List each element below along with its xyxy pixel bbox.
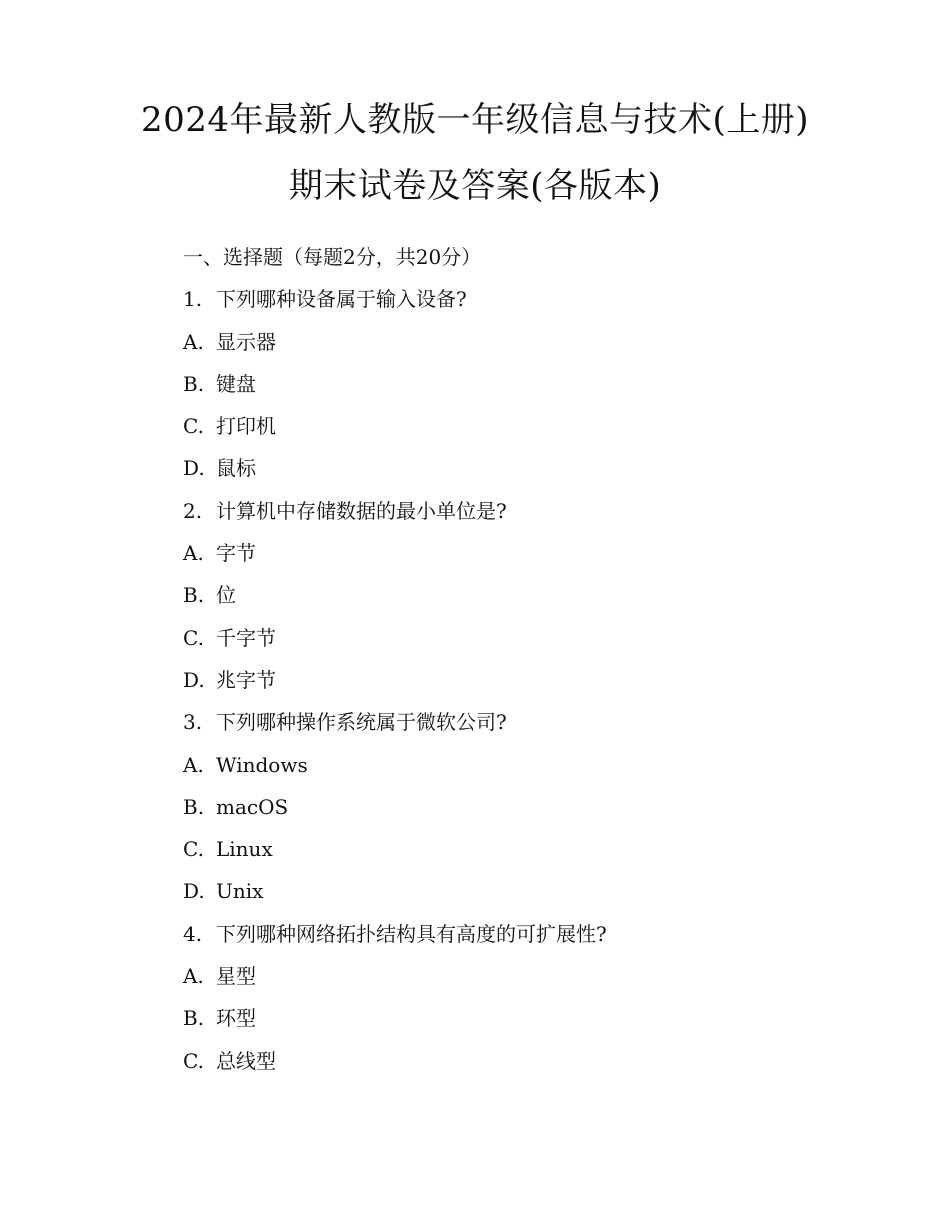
option — [183, 997, 883, 1039]
option — [183, 532, 883, 574]
option — [183, 828, 883, 870]
option-letter: A. — [183, 964, 204, 989]
option-letter: C. — [183, 414, 204, 439]
option-text: 总线型 — [216, 1048, 276, 1073]
option — [183, 363, 883, 405]
option — [183, 786, 883, 828]
option-text: Windows — [216, 752, 308, 777]
question-number: 1. — [183, 287, 203, 312]
option — [183, 870, 883, 912]
question-text: 计算机中存储数据的最小单位是? — [216, 498, 507, 523]
option — [183, 405, 883, 447]
section-heading: 一、选择题（每题2分，共20分） — [183, 245, 482, 269]
option — [183, 447, 883, 489]
question-4 — [183, 913, 883, 955]
option — [183, 955, 883, 997]
option-letter: B. — [183, 371, 205, 396]
option-text: 显示器 — [216, 329, 276, 354]
option-letter: A. — [183, 329, 204, 354]
question-text: 下列哪种网络拓扑结构具有高度的可扩展性? — [216, 921, 607, 946]
question-text: 下列哪种设备属于输入设备? — [216, 287, 467, 312]
option-letter: D. — [183, 456, 205, 481]
option-letter: A. — [183, 541, 204, 566]
option-letter: D. — [183, 667, 205, 692]
option-letter: B. — [183, 1006, 205, 1031]
option-text: 千字节 — [216, 625, 276, 650]
question-2 — [183, 490, 883, 532]
option-text: 键盘 — [216, 371, 256, 396]
option-text: 星型 — [216, 964, 256, 989]
option-text: 字节 — [216, 541, 256, 566]
question-1 — [183, 278, 883, 320]
question-3 — [183, 701, 883, 743]
option-text: 位 — [216, 583, 236, 608]
question-number: 4. — [183, 921, 203, 946]
option-text: 兆字节 — [216, 667, 276, 692]
document-title-line-2: 期末试卷及答案(各版本) — [288, 166, 662, 206]
option-text: Linux — [216, 837, 273, 862]
option — [183, 1040, 883, 1082]
option-letter: A. — [183, 752, 204, 777]
option-letter: C. — [183, 837, 204, 862]
option — [183, 659, 883, 701]
option-letter: D. — [183, 879, 205, 904]
option — [183, 574, 883, 616]
question-text: 下列哪种操作系统属于微软公司? — [216, 710, 507, 735]
option-text: 打印机 — [216, 414, 276, 439]
document-title-line-1: 2024年最新人教版一年级信息与技术(上册) — [140, 100, 810, 140]
option — [183, 744, 883, 786]
option-letter: B. — [183, 583, 205, 608]
option-text: Unix — [216, 879, 264, 904]
option-text: macOS — [216, 794, 289, 819]
option-letter: B. — [183, 794, 205, 819]
question-number: 3. — [183, 710, 203, 735]
option-letter: C. — [183, 1048, 204, 1073]
option — [183, 617, 883, 659]
option-text: 鼠标 — [216, 456, 256, 481]
question-number: 2. — [183, 498, 203, 523]
option — [183, 321, 883, 363]
option-text: 环型 — [216, 1006, 256, 1031]
document-body — [183, 236, 883, 1082]
option-letter: C. — [183, 625, 204, 650]
